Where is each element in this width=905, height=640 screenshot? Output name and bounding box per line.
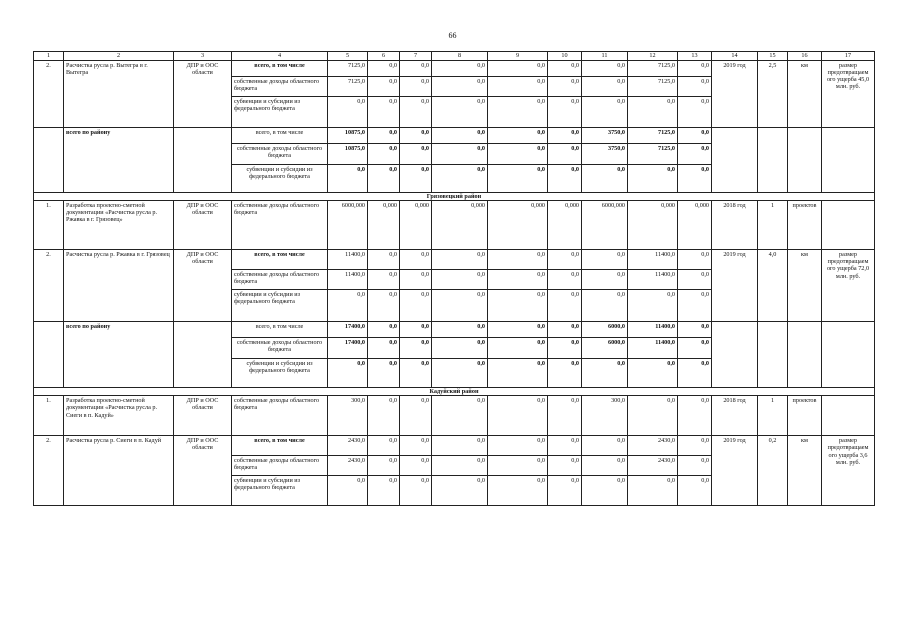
amount-cell: 0,0 xyxy=(328,290,368,322)
amount-cell: 0,0 xyxy=(548,396,582,436)
design-row xyxy=(34,396,875,436)
amount-cell: 0,0 xyxy=(548,270,582,290)
amount-cell: 0,0 xyxy=(582,456,628,476)
unit-cell: проектов xyxy=(788,201,822,250)
column-header: 10 xyxy=(548,52,582,61)
amount-cell: 0,0 xyxy=(400,322,432,338)
amount-cell: 0,0 xyxy=(368,144,400,165)
column-header: 7 xyxy=(400,52,432,61)
item-number: 2. xyxy=(34,436,64,506)
amount-cell: 6000,000 xyxy=(582,201,628,250)
amount-cell: 0,0 xyxy=(328,476,368,506)
amount-cell: 0,0 xyxy=(400,270,432,290)
district-section-row xyxy=(34,193,875,201)
amount-cell: 0,0 xyxy=(432,290,488,322)
amount-cell: 0,0 xyxy=(548,128,582,144)
amount-cell: 7125,0 xyxy=(628,144,678,165)
item-name: всего по району xyxy=(64,322,174,388)
column-header: 11 xyxy=(582,52,628,61)
amount-cell: 0,0 xyxy=(548,144,582,165)
amount-cell: 0,0 xyxy=(432,456,488,476)
amount-cell: 7125,0 xyxy=(628,77,678,97)
amount-cell: 17400,0 xyxy=(328,322,368,338)
amount-cell: 0,0 xyxy=(400,144,432,165)
district-title: Грязовецкий район xyxy=(34,193,875,201)
quantity-cell xyxy=(758,128,788,193)
responsible-org: ДПР и ООС области xyxy=(174,436,232,506)
amount-cell: 0,0 xyxy=(432,396,488,436)
funding-source-label: всего, в том числе xyxy=(232,322,328,338)
amount-cell: 0,0 xyxy=(488,128,548,144)
amount-cell: 0,000 xyxy=(628,201,678,250)
amount-cell: 0,0 xyxy=(628,396,678,436)
amount-cell: 0,0 xyxy=(548,165,582,193)
amount-cell: 0,0 xyxy=(432,77,488,97)
budget-table xyxy=(33,51,875,506)
amount-cell: 7125,0 xyxy=(628,61,678,77)
funding-source-label: всего, в том числе xyxy=(232,250,328,270)
amount-cell: 0,0 xyxy=(400,61,432,77)
unit-cell xyxy=(788,322,822,388)
amount-cell: 0,0 xyxy=(678,144,712,165)
year-cell: 2019 год xyxy=(712,61,758,128)
amount-cell: 0,0 xyxy=(678,476,712,506)
district-title: Кадуйский район xyxy=(34,388,875,396)
responsible-org xyxy=(174,128,232,193)
amount-cell: 0,0 xyxy=(368,250,400,270)
amount-cell: 6000,0 xyxy=(582,338,628,359)
year-cell: 2018 год xyxy=(712,396,758,436)
funding-source-label: всего, в том числе xyxy=(232,61,328,77)
district-section-row xyxy=(34,388,875,396)
item-number xyxy=(34,128,64,193)
result-note xyxy=(822,201,875,250)
amount-cell: 0,0 xyxy=(432,359,488,388)
amount-cell: 0,000 xyxy=(432,201,488,250)
amount-cell: 11400,0 xyxy=(628,322,678,338)
item-number: 2. xyxy=(34,61,64,128)
amount-cell: 0,0 xyxy=(400,77,432,97)
result-note: размер предотвращаем ого ущерба 3,6 млн. руб. xyxy=(822,436,875,506)
amount-cell: 0,000 xyxy=(548,201,582,250)
year-cell: 2018 год xyxy=(712,201,758,250)
amount-cell: 0,0 xyxy=(488,359,548,388)
amount-cell: 0,0 xyxy=(582,290,628,322)
column-header-row xyxy=(34,52,875,61)
amount-cell: 0,0 xyxy=(328,97,368,128)
amount-cell: 0,0 xyxy=(678,77,712,97)
amount-cell: 0,0 xyxy=(678,322,712,338)
project-row xyxy=(34,436,875,456)
amount-cell: 0,0 xyxy=(368,77,400,97)
responsible-org: ДПР и ООС области xyxy=(174,396,232,436)
amount-cell: 0,0 xyxy=(488,97,548,128)
column-header: 2 xyxy=(64,52,174,61)
amount-cell: 0,0 xyxy=(432,250,488,270)
amount-cell: 0,0 xyxy=(678,396,712,436)
amount-cell: 6000,0 xyxy=(582,322,628,338)
amount-cell: 11400,0 xyxy=(628,250,678,270)
amount-cell: 0,0 xyxy=(488,61,548,77)
amount-cell: 2430,0 xyxy=(328,456,368,476)
amount-cell: 0,0 xyxy=(432,436,488,456)
amount-cell: 0,0 xyxy=(548,436,582,456)
funding-source-label: собственные доходы областного бюджета xyxy=(232,338,328,359)
column-header: 6 xyxy=(368,52,400,61)
district-total-row xyxy=(34,128,875,144)
amount-cell: 7125,0 xyxy=(328,77,368,97)
column-header: 5 xyxy=(328,52,368,61)
responsible-org: ДПР и ООС области xyxy=(174,61,232,128)
quantity-cell xyxy=(758,322,788,388)
responsible-org xyxy=(174,322,232,388)
item-name: Разработка проектно-сметной документации «Расчистка русла р. Сиеги в п. Кадуй» xyxy=(64,396,174,436)
funding-source-label: всего, в том числе xyxy=(232,128,328,144)
amount-cell: 0,0 xyxy=(582,436,628,456)
year-cell: 2019 год xyxy=(712,250,758,322)
result-note: размер предотвращаем ого ущерба 72,0 млн. руб. xyxy=(822,250,875,322)
column-header: 15 xyxy=(758,52,788,61)
amount-cell: 11400,0 xyxy=(628,338,678,359)
amount-cell: 0,0 xyxy=(400,128,432,144)
column-header: 9 xyxy=(488,52,548,61)
amount-cell: 0,0 xyxy=(628,359,678,388)
amount-cell: 0,0 xyxy=(628,476,678,506)
unit-cell: проектов xyxy=(788,396,822,436)
result-note: размер предотвращаем ого ущерба 45,0 млн. руб. xyxy=(822,61,875,128)
amount-cell: 0,0 xyxy=(432,338,488,359)
amount-cell: 0,0 xyxy=(582,97,628,128)
responsible-org: ДПР и ООС области xyxy=(174,201,232,250)
amount-cell: 0,0 xyxy=(368,476,400,506)
quantity-cell: 1 xyxy=(758,201,788,250)
item-name: Расчистка русла р. Вытегра в г. Вытегра xyxy=(64,61,174,128)
amount-cell: 0,0 xyxy=(368,165,400,193)
amount-cell: 0,0 xyxy=(488,476,548,506)
amount-cell: 0,0 xyxy=(488,165,548,193)
amount-cell: 0,0 xyxy=(328,165,368,193)
column-header: 13 xyxy=(678,52,712,61)
column-header: 4 xyxy=(232,52,328,61)
funding-source-label: субвенции и субсидии из федерального бюджета xyxy=(232,290,328,322)
funding-source-label: субвенции и субсидии из федерального бюджета xyxy=(232,359,328,388)
amount-cell: 11400,0 xyxy=(628,270,678,290)
amount-cell: 11400,0 xyxy=(328,270,368,290)
unit-cell: км xyxy=(788,436,822,506)
amount-cell: 0,0 xyxy=(432,270,488,290)
amount-cell: 0,0 xyxy=(400,290,432,322)
amount-cell: 0,0 xyxy=(582,77,628,97)
amount-cell: 0,000 xyxy=(488,201,548,250)
funding-source-label: собственные доходы областного бюджета xyxy=(232,144,328,165)
year-cell xyxy=(712,322,758,388)
amount-cell: 0,0 xyxy=(368,290,400,322)
amount-cell: 0,0 xyxy=(678,165,712,193)
amount-cell: 0,0 xyxy=(368,61,400,77)
item-name: всего по району xyxy=(64,128,174,193)
amount-cell: 0,0 xyxy=(582,270,628,290)
unit-cell xyxy=(788,128,822,193)
funding-source-label: собственные доходы областного бюджета xyxy=(232,77,328,97)
amount-cell: 0,0 xyxy=(488,338,548,359)
amount-cell: 3750,0 xyxy=(582,128,628,144)
amount-cell: 0,0 xyxy=(548,476,582,506)
column-header: 16 xyxy=(788,52,822,61)
amount-cell: 0,0 xyxy=(432,128,488,144)
amount-cell: 0,0 xyxy=(368,128,400,144)
amount-cell: 0,0 xyxy=(432,61,488,77)
amount-cell: 0,000 xyxy=(400,201,432,250)
result-note xyxy=(822,128,875,193)
amount-cell: 0,0 xyxy=(582,476,628,506)
amount-cell: 2430,0 xyxy=(628,456,678,476)
amount-cell: 0,0 xyxy=(488,270,548,290)
item-number: 2. xyxy=(34,250,64,322)
funding-source-label: собственные доходы областного бюджета xyxy=(232,201,328,250)
amount-cell: 0,0 xyxy=(582,250,628,270)
result-note xyxy=(822,322,875,388)
amount-cell: 0,0 xyxy=(678,250,712,270)
column-header: 14 xyxy=(712,52,758,61)
amount-cell: 0,0 xyxy=(432,165,488,193)
amount-cell: 0,0 xyxy=(582,61,628,77)
funding-source-label: собственные доходы областного бюджета xyxy=(232,456,328,476)
amount-cell: 0,0 xyxy=(400,250,432,270)
amount-cell: 0,0 xyxy=(628,290,678,322)
amount-cell: 0,0 xyxy=(368,270,400,290)
funding-source-label: субвенции и субсидии из федерального бюджета xyxy=(232,165,328,193)
quantity-cell: 2,5 xyxy=(758,61,788,128)
page-number: 66 xyxy=(448,31,457,40)
amount-cell: 0,0 xyxy=(368,322,400,338)
amount-cell: 0,0 xyxy=(678,97,712,128)
amount-cell: 0,0 xyxy=(368,396,400,436)
amount-cell: 0,0 xyxy=(678,338,712,359)
amount-cell: 0,0 xyxy=(628,97,678,128)
amount-cell: 0,000 xyxy=(678,201,712,250)
amount-cell: 0,0 xyxy=(548,338,582,359)
district-total-row xyxy=(34,322,875,338)
column-header: 1 xyxy=(34,52,64,61)
item-name: Расчистка русла р. Ржавка в г. Грязовец xyxy=(64,250,174,322)
column-header: 12 xyxy=(628,52,678,61)
item-number: 1. xyxy=(34,396,64,436)
amount-cell: 0,0 xyxy=(488,290,548,322)
amount-cell: 2430,0 xyxy=(328,436,368,456)
amount-cell: 0,000 xyxy=(368,201,400,250)
amount-cell: 0,0 xyxy=(678,359,712,388)
amount-cell: 0,0 xyxy=(400,338,432,359)
funding-source-label: субвенции и субсидии из федерального бюджета xyxy=(232,97,328,128)
amount-cell: 0,0 xyxy=(678,290,712,322)
amount-cell: 0,0 xyxy=(678,436,712,456)
amount-cell: 0,0 xyxy=(678,61,712,77)
budget-table-sheet xyxy=(33,51,874,506)
amount-cell: 10875,0 xyxy=(328,128,368,144)
column-header: 17 xyxy=(822,52,875,61)
amount-cell: 0,0 xyxy=(432,97,488,128)
amount-cell: 0,0 xyxy=(548,456,582,476)
amount-cell: 0,0 xyxy=(400,97,432,128)
quantity-cell: 4,0 xyxy=(758,250,788,322)
amount-cell: 0,0 xyxy=(368,456,400,476)
amount-cell: 0,0 xyxy=(582,165,628,193)
amount-cell: 0,0 xyxy=(368,97,400,128)
amount-cell: 0,0 xyxy=(548,359,582,388)
amount-cell: 2430,0 xyxy=(628,436,678,456)
amount-cell: 0,0 xyxy=(400,165,432,193)
project-row xyxy=(34,250,875,270)
amount-cell: 0,0 xyxy=(328,359,368,388)
amount-cell: 0,0 xyxy=(400,396,432,436)
amount-cell: 17400,0 xyxy=(328,338,368,359)
project-row xyxy=(34,61,875,77)
amount-cell: 0,0 xyxy=(678,456,712,476)
amount-cell: 0,0 xyxy=(678,128,712,144)
year-cell: 2019 год xyxy=(712,436,758,506)
funding-source-label: субвенции и субсидии из федерального бюджета xyxy=(232,476,328,506)
amount-cell: 0,0 xyxy=(548,97,582,128)
amount-cell: 0,0 xyxy=(488,322,548,338)
amount-cell: 0,0 xyxy=(548,290,582,322)
item-name: Разработка проектно-сметной документации «Расчистка русла р. Ржавка в г. Грязовец» xyxy=(64,201,174,250)
unit-cell: км xyxy=(788,250,822,322)
amount-cell: 7125,0 xyxy=(328,61,368,77)
funding-source-label: всего, в том числе xyxy=(232,436,328,456)
amount-cell: 0,0 xyxy=(628,165,678,193)
amount-cell: 0,0 xyxy=(488,436,548,456)
amount-cell: 11400,0 xyxy=(328,250,368,270)
item-name: Расчистка русла р. Сиеги в п. Кадуй xyxy=(64,436,174,506)
amount-cell: 0,0 xyxy=(582,359,628,388)
amount-cell: 0,0 xyxy=(400,436,432,456)
amount-cell: 0,0 xyxy=(548,77,582,97)
amount-cell: 0,0 xyxy=(488,144,548,165)
unit-cell: км xyxy=(788,61,822,128)
amount-cell: 0,0 xyxy=(432,144,488,165)
amount-cell: 3750,0 xyxy=(582,144,628,165)
amount-cell: 0,0 xyxy=(368,359,400,388)
amount-cell: 0,0 xyxy=(548,61,582,77)
amount-cell: 0,0 xyxy=(368,338,400,359)
amount-cell: 0,0 xyxy=(488,396,548,436)
amount-cell: 0,0 xyxy=(368,436,400,456)
amount-cell: 0,0 xyxy=(400,476,432,506)
column-header: 3 xyxy=(174,52,232,61)
amount-cell: 300,0 xyxy=(328,396,368,436)
amount-cell: 0,0 xyxy=(678,270,712,290)
amount-cell: 0,0 xyxy=(548,250,582,270)
amount-cell: 0,0 xyxy=(400,359,432,388)
result-note xyxy=(822,396,875,436)
responsible-org: ДПР и ООС области xyxy=(174,250,232,322)
amount-cell: 10875,0 xyxy=(328,144,368,165)
amount-cell: 0,0 xyxy=(488,250,548,270)
column-header: 8 xyxy=(432,52,488,61)
design-row xyxy=(34,201,875,250)
amount-cell: 300,0 xyxy=(582,396,628,436)
amount-cell: 0,0 xyxy=(548,322,582,338)
amount-cell: 0,0 xyxy=(488,77,548,97)
year-cell xyxy=(712,128,758,193)
funding-source-label: собственные доходы областного бюджета xyxy=(232,396,328,436)
amount-cell: 0,0 xyxy=(432,476,488,506)
item-number xyxy=(34,322,64,388)
quantity-cell: 1 xyxy=(758,396,788,436)
amount-cell: 6000,000 xyxy=(328,201,368,250)
funding-source-label: собственные доходы областного бюджета xyxy=(232,270,328,290)
item-number: 1. xyxy=(34,201,64,250)
amount-cell: 7125,0 xyxy=(628,128,678,144)
amount-cell: 0,0 xyxy=(488,456,548,476)
amount-cell: 0,0 xyxy=(400,456,432,476)
amount-cell: 0,0 xyxy=(432,322,488,338)
quantity-cell: 0,2 xyxy=(758,436,788,506)
